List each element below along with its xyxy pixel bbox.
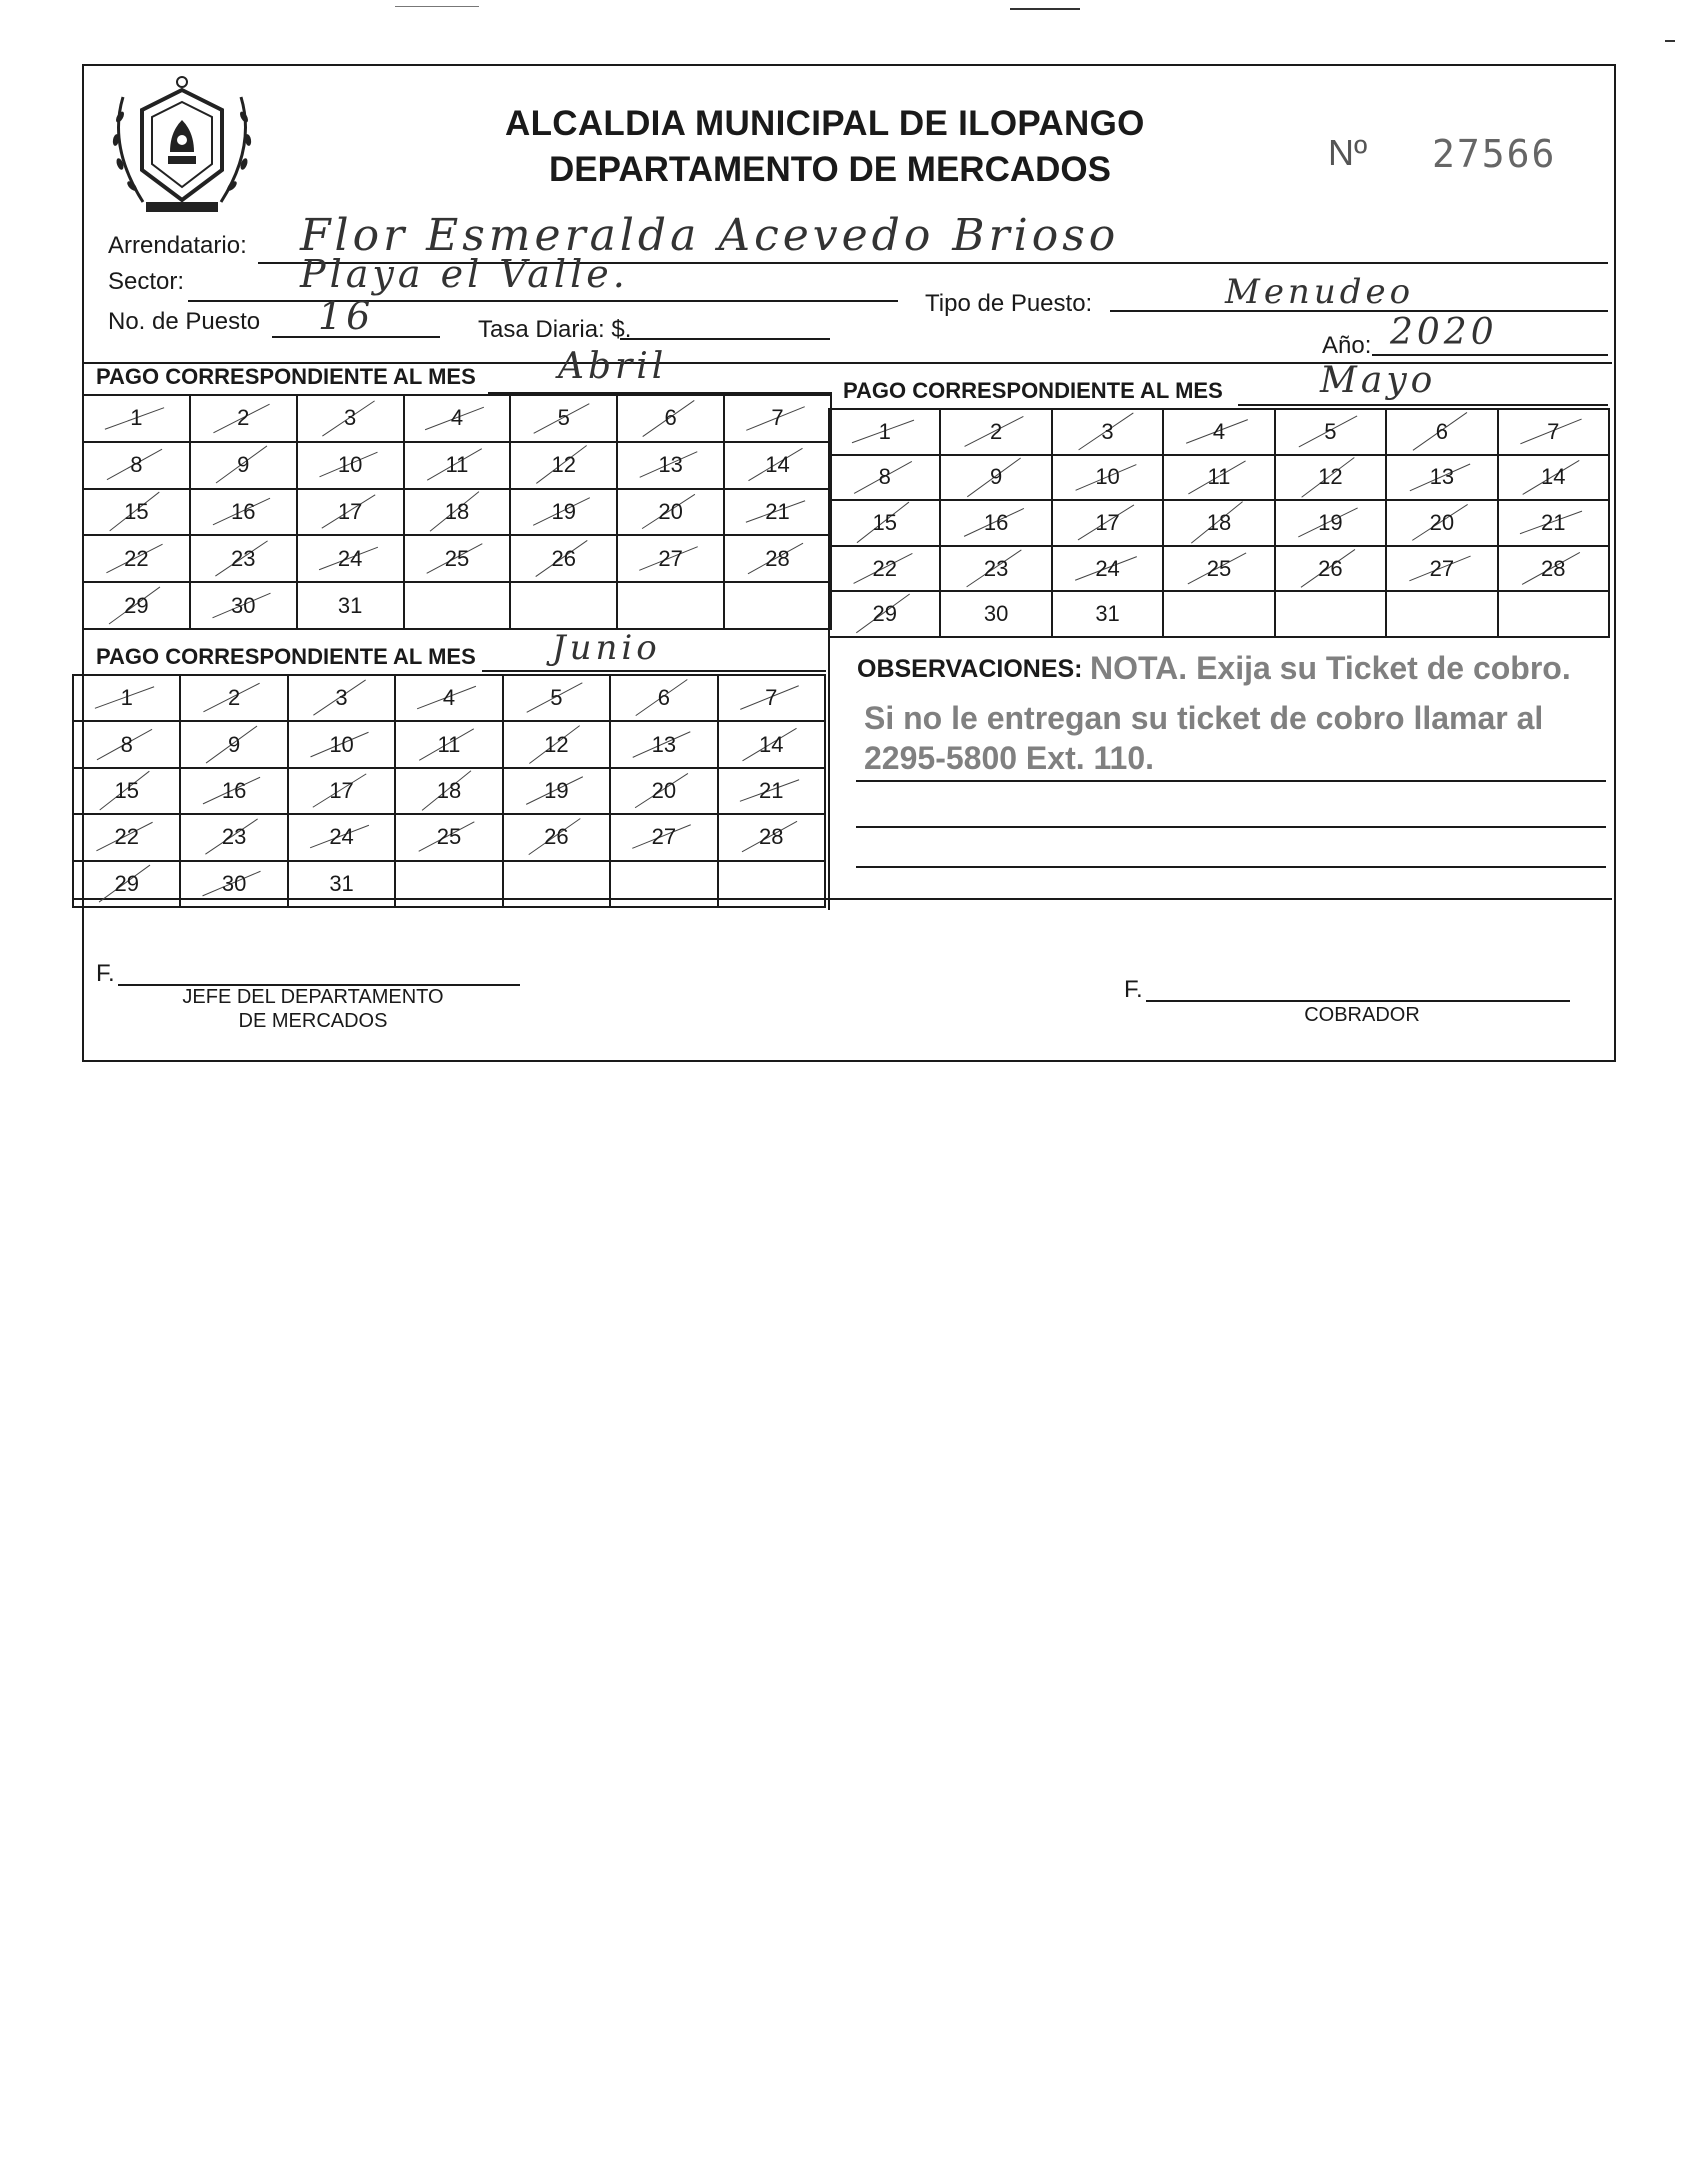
- day-number: 29: [872, 601, 897, 627]
- tipo-puesto-label: Tipo de Puesto:: [925, 290, 1093, 317]
- day-number: 23: [231, 545, 256, 571]
- day-number: 6: [657, 685, 670, 711]
- day-cell: [1386, 546, 1497, 592]
- day-number: 16: [983, 509, 1009, 535]
- day-cell: [940, 455, 1051, 501]
- day-number: 11: [437, 731, 461, 757]
- day-number: 15: [872, 509, 897, 535]
- day-number: 20: [658, 498, 683, 524]
- day-cell: [83, 535, 190, 582]
- day-cell: [1163, 546, 1274, 592]
- day-cell: [404, 489, 511, 536]
- day-cell: [404, 395, 511, 442]
- day-number: 6: [1435, 418, 1448, 444]
- observaciones-label: OBSERVACIONES:: [857, 655, 1083, 683]
- day-number: 6: [664, 405, 677, 431]
- day-cell: [1163, 591, 1274, 637]
- june-heading: PAGO CORRESPONDIENTE AL MES: [96, 644, 476, 669]
- day-cell: [83, 442, 190, 489]
- anio-value: 2020: [1390, 312, 1498, 353]
- day-cell: [510, 582, 617, 629]
- day-cell: [83, 582, 190, 629]
- day-cell: [180, 721, 287, 767]
- day-cell: [510, 535, 617, 582]
- day-cell: [190, 582, 297, 629]
- nota-line-3: 2295-5800 Ext. 110.: [864, 740, 1155, 776]
- day-number: 27: [1429, 555, 1455, 581]
- day-number: 14: [765, 452, 790, 478]
- day-cell: [510, 395, 617, 442]
- day-number: 12: [551, 452, 577, 478]
- day-cell: [617, 535, 724, 582]
- day-cell: [73, 861, 180, 907]
- day-cell: [288, 721, 395, 767]
- day-cell: [724, 582, 831, 629]
- day-number: 8: [878, 464, 891, 490]
- day-cell: [73, 675, 180, 721]
- day-cell: [288, 814, 395, 860]
- day-number: 28: [765, 545, 790, 571]
- day-cell: [829, 591, 940, 637]
- day-cell: [829, 455, 940, 501]
- day-number: 7: [765, 685, 778, 711]
- day-number: 31: [329, 870, 354, 896]
- day-number: 9: [228, 731, 241, 757]
- day-cell: [610, 721, 717, 767]
- folio-label: Nº: [1328, 132, 1368, 173]
- day-number: 3: [1101, 418, 1114, 444]
- tipo-puesto-value: Menudeo: [1225, 272, 1415, 312]
- day-number: 21: [1541, 509, 1566, 535]
- day-number: 8: [130, 452, 143, 478]
- day-cell: [718, 675, 825, 721]
- puesto-label: No. de Puesto: [108, 308, 261, 335]
- day-number: 21: [765, 498, 790, 524]
- day-cell: [940, 500, 1051, 546]
- day-cell: [724, 489, 831, 536]
- day-number: 13: [651, 731, 677, 757]
- day-number: 12: [544, 731, 569, 757]
- day-cell: [610, 861, 717, 907]
- day-number: 13: [658, 452, 683, 478]
- day-cell: [1275, 500, 1386, 546]
- day-cell: [83, 489, 190, 536]
- day-number: 19: [1318, 509, 1343, 535]
- day-cell: [718, 721, 825, 767]
- puesto-value: 16: [318, 294, 375, 338]
- day-cell: [617, 582, 724, 629]
- day-cell: [724, 535, 831, 582]
- may-month: Mayo: [1320, 360, 1437, 401]
- day-cell: [297, 489, 404, 536]
- day-number: 2: [237, 405, 250, 431]
- april-heading: PAGO CORRESPONDIENTE AL MES: [96, 364, 476, 389]
- municipal-seal-logo: [98, 72, 266, 222]
- day-cell: [180, 675, 287, 721]
- day-number: 11: [1207, 464, 1231, 490]
- day-cell: [1386, 455, 1497, 501]
- day-number: 2: [228, 685, 241, 711]
- day-number: 26: [544, 824, 569, 850]
- day-cell: [1163, 409, 1274, 455]
- day-number: 3: [335, 685, 348, 711]
- day-number: 27: [651, 824, 677, 850]
- day-cell: [1052, 591, 1163, 637]
- day-number: 30: [221, 870, 247, 896]
- day-number: 11: [445, 452, 469, 478]
- day-cell: [180, 768, 287, 814]
- day-cell: [718, 861, 825, 907]
- day-number: 5: [557, 405, 570, 431]
- day-number: 27: [658, 545, 683, 571]
- day-number: 29: [114, 870, 139, 896]
- day-cell: [395, 814, 502, 860]
- day-number: 25: [1206, 555, 1232, 581]
- day-cell: [73, 814, 180, 860]
- day-number: 10: [337, 452, 363, 478]
- day-number: 1: [878, 418, 891, 444]
- day-number: 22: [872, 555, 897, 581]
- day-number: 17: [329, 777, 354, 803]
- day-number: 4: [450, 405, 464, 431]
- day-number: 10: [329, 731, 354, 757]
- day-number: 2: [990, 418, 1003, 444]
- jefe-label-line1: JEFE DEL DEPARTAMENTO: [182, 986, 444, 1008]
- day-cell: [510, 442, 617, 489]
- june-month: Junio: [552, 628, 661, 668]
- day-cell: [940, 546, 1051, 592]
- day-number: 21: [759, 777, 784, 803]
- day-cell: [1498, 409, 1609, 455]
- day-cell: [190, 442, 297, 489]
- day-number: 25: [444, 545, 470, 571]
- day-number: 7: [1547, 418, 1560, 444]
- day-cell: [1386, 500, 1497, 546]
- day-cell: [180, 814, 287, 860]
- arrendatario-value: Flor Esmeralda Acevedo Brioso: [300, 210, 1120, 261]
- day-cell: [1163, 455, 1274, 501]
- nota-line-1: NOTA. Exija su Ticket de cobro.: [1090, 650, 1571, 686]
- day-number: 20: [651, 777, 677, 803]
- day-cell: [288, 861, 395, 907]
- day-cell: [395, 675, 502, 721]
- day-number: 4: [1212, 418, 1226, 444]
- day-number: 18: [436, 777, 462, 803]
- day-number: 25: [436, 824, 462, 850]
- day-number: 28: [759, 824, 784, 850]
- day-cell: [1275, 455, 1386, 501]
- day-cell: [180, 861, 287, 907]
- day-cell: [1498, 455, 1609, 501]
- day-cell: [297, 442, 404, 489]
- sector-value: Playa el Valle.: [300, 252, 629, 296]
- day-cell: [503, 814, 610, 860]
- day-cell: [1498, 500, 1609, 546]
- day-number: 14: [759, 731, 784, 757]
- signature-f-right: F.: [1124, 976, 1143, 1003]
- day-number: 24: [337, 545, 363, 571]
- day-number: 16: [231, 498, 256, 524]
- day-number: 22: [114, 824, 139, 850]
- title-alcaldia: ALCALDIA MUNICIPAL DE ILOPANGO: [505, 104, 1145, 143]
- day-number: 23: [221, 824, 247, 850]
- day-cell: [83, 395, 190, 442]
- day-cell: [718, 768, 825, 814]
- day-cell: [1275, 591, 1386, 637]
- day-cell: [190, 395, 297, 442]
- day-cell: [297, 395, 404, 442]
- jefe-label-line2: DE MERCADOS: [238, 1010, 388, 1032]
- day-cell: [1386, 409, 1497, 455]
- day-cell: [617, 442, 724, 489]
- day-number: 30: [231, 592, 256, 618]
- day-number: 15: [114, 777, 139, 803]
- day-cell: [503, 768, 610, 814]
- day-cell: [940, 591, 1051, 637]
- day-number: 22: [124, 545, 149, 571]
- day-cell: [724, 442, 831, 489]
- day-cell: [1275, 409, 1386, 455]
- day-cell: [395, 861, 502, 907]
- day-cell: [610, 675, 717, 721]
- day-cell: [829, 409, 940, 455]
- title-departamento: DEPARTAMENTO DE MERCADOS: [549, 150, 1111, 189]
- day-number: 24: [1095, 555, 1120, 581]
- day-number: 23: [983, 555, 1009, 581]
- day-cell: [404, 535, 511, 582]
- day-cell: [610, 768, 717, 814]
- day-cell: [395, 721, 502, 767]
- day-number: 19: [544, 777, 569, 803]
- nota-line-2: Si no le entregan su ticket de cobro llamar al: [864, 700, 1544, 736]
- day-number: 28: [1541, 555, 1566, 581]
- day-number: 31: [337, 592, 363, 618]
- day-cell: [73, 721, 180, 767]
- day-cell: [503, 721, 610, 767]
- day-cell: [829, 546, 940, 592]
- day-cell: [190, 489, 297, 536]
- day-cell: [297, 582, 404, 629]
- day-number: 24: [329, 824, 354, 850]
- day-cell: [1052, 455, 1163, 501]
- day-number: 26: [1318, 555, 1343, 581]
- day-number: 7: [771, 405, 784, 431]
- day-cell: [1163, 500, 1274, 546]
- day-cell: [510, 489, 617, 536]
- day-cell: [610, 814, 717, 860]
- day-number: 8: [120, 731, 133, 757]
- day-cell: [288, 768, 395, 814]
- day-number: 1: [120, 685, 133, 711]
- day-cell: [503, 675, 610, 721]
- day-cell: [1386, 591, 1497, 637]
- day-number: 31: [1095, 601, 1120, 627]
- day-number: 13: [1429, 464, 1455, 490]
- cobrador-label: COBRADOR: [1304, 1004, 1420, 1026]
- signature-f-left: F.: [96, 960, 115, 987]
- day-number: 9: [990, 464, 1003, 490]
- day-cell: [73, 768, 180, 814]
- day-number: 17: [337, 498, 363, 524]
- day-cell: [190, 535, 297, 582]
- day-number: 3: [343, 405, 357, 431]
- april-days-grid: [82, 394, 832, 630]
- day-cell: [288, 675, 395, 721]
- folio-number: 27566: [1432, 132, 1557, 176]
- day-number: 5: [550, 685, 563, 711]
- day-number: 4: [442, 685, 456, 711]
- day-number: 29: [124, 592, 149, 618]
- april-month: Abril: [558, 346, 668, 387]
- day-number: 10: [1095, 464, 1120, 490]
- day-cell: [617, 395, 724, 442]
- day-number: 30: [983, 601, 1009, 627]
- day-number: 14: [1541, 464, 1566, 490]
- day-cell: [718, 814, 825, 860]
- day-cell: [1498, 591, 1609, 637]
- day-number: 19: [551, 498, 577, 524]
- may-heading: PAGO CORRESPONDIENTE AL MES: [843, 378, 1223, 403]
- day-cell: [724, 395, 831, 442]
- day-cell: [940, 409, 1051, 455]
- day-number: 26: [551, 545, 577, 571]
- day-number: 15: [124, 498, 149, 524]
- day-cell: [1052, 546, 1163, 592]
- anio-label: Año:: [1322, 332, 1372, 359]
- day-cell: [1052, 409, 1163, 455]
- day-cell: [404, 582, 511, 629]
- day-number: 20: [1429, 509, 1455, 535]
- day-cell: [1498, 546, 1609, 592]
- day-cell: [829, 500, 940, 546]
- day-cell: [1052, 500, 1163, 546]
- day-number: 17: [1095, 509, 1120, 535]
- tasa-label: Tasa Diaria: $.: [478, 316, 632, 343]
- day-number: 5: [1324, 418, 1337, 444]
- day-number: 16: [221, 777, 247, 803]
- may-days-grid: [828, 408, 1610, 638]
- day-number: 1: [130, 405, 143, 431]
- arrendatario-label: Arrendatario:: [108, 232, 247, 259]
- day-number: 9: [237, 452, 250, 478]
- day-cell: [395, 768, 502, 814]
- day-cell: [617, 489, 724, 536]
- day-cell: [404, 442, 511, 489]
- day-number: 18: [1206, 509, 1232, 535]
- day-number: 18: [444, 498, 470, 524]
- day-cell: [1275, 546, 1386, 592]
- june-days-grid: [72, 674, 826, 908]
- day-number: 12: [1318, 464, 1343, 490]
- day-cell: [503, 861, 610, 907]
- sector-label: Sector:: [108, 268, 185, 295]
- day-cell: [297, 535, 404, 582]
